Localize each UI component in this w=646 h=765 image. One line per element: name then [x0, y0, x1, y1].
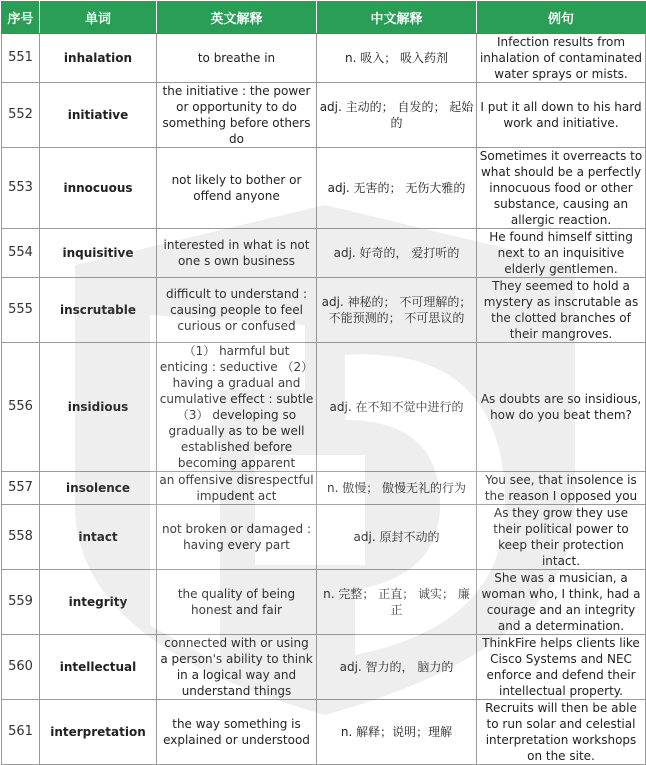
- row-example: Sometimes it overreacts to what should be a perfectly innocuous food or other substance, causing an allergic reaction.: [477, 148, 646, 229]
- row-chinese-definition: adj. 在不知不觉中进行的: [317, 343, 477, 472]
- row-index: 560: [2, 635, 40, 700]
- row-example: I put it all down to his hard work and initiative.: [477, 83, 646, 148]
- row-word: innocuous: [40, 148, 157, 229]
- row-index: 551: [2, 34, 40, 83]
- table-row: [2, 83, 646, 148]
- row-word: intact: [40, 505, 157, 570]
- row-index: 554: [2, 229, 40, 278]
- row-chinese-definition: n. 解释；说明；理解: [317, 700, 477, 765]
- row-word: inhalation: [40, 34, 157, 83]
- row-word: intellectual: [40, 635, 157, 700]
- row-example: As doubts are so insidious, how do you beat them?: [477, 343, 646, 472]
- header-word: 单词: [40, 2, 157, 34]
- vocabulary-table: [1, 1, 646, 765]
- row-word: integrity: [40, 570, 157, 635]
- row-example: She was a musician, a woman who, I think, had a courage and an integrity and a determination.: [477, 570, 646, 635]
- row-chinese-definition: n. 吸入； 吸入药剂: [317, 34, 477, 83]
- table-row: [2, 505, 646, 570]
- row-word: inscrutable: [40, 278, 157, 343]
- row-index: 559: [2, 570, 40, 635]
- header-index: 序号: [2, 2, 40, 34]
- row-english-definition: not likely to bother or offend anyone: [157, 148, 317, 229]
- row-word: initiative: [40, 83, 157, 148]
- header-row: [2, 2, 646, 34]
- table-header: [2, 2, 646, 34]
- table-row: [2, 700, 646, 765]
- row-chinese-definition: adj. 原封不动的: [317, 505, 477, 570]
- row-word: inquisitive: [40, 229, 157, 278]
- row-example: Recruits will then be able to run solar and celestial interpretation workshops on the site.: [477, 700, 646, 765]
- table-row: [2, 34, 646, 83]
- table-row: [2, 278, 646, 343]
- row-index: 553: [2, 148, 40, 229]
- row-example: You see, that insolence is the reason I opposed you: [477, 472, 646, 505]
- row-example: ThinkFire helps clients like Cisco Systems and NEC enforce and defend their intellectual property.: [477, 635, 646, 700]
- row-index: 555: [2, 278, 40, 343]
- table-row: [2, 472, 646, 505]
- row-chinese-definition: adj. 无害的； 无伤大雅的: [317, 148, 477, 229]
- header-chinese-definition: 中文解释: [317, 2, 477, 34]
- table-row: [2, 570, 646, 635]
- header-english-definition: 英文解释: [157, 2, 317, 34]
- row-word: insidious: [40, 343, 157, 472]
- row-english-definition: the way something is explained or understood: [157, 700, 317, 765]
- table-row: [2, 229, 646, 278]
- row-chinese-definition: n. 完整； 正直； 诚实； 廉正: [317, 570, 477, 635]
- row-example: They seemed to hold a mystery as inscrutable as the clotted branches of their mangroves.: [477, 278, 646, 343]
- row-chinese-definition: adj. 神秘的； 不可理解的； 不能预测的； 不可思议的: [317, 278, 477, 343]
- row-english-definition: the quality of being honest and fair: [157, 570, 317, 635]
- row-example: He found himself sitting next to an inquisitive elderly gentlemen.: [477, 229, 646, 278]
- header-example: 例句: [477, 2, 646, 34]
- row-index: 556: [2, 343, 40, 472]
- row-chinese-definition: adj. 好奇的， 爱打听的: [317, 229, 477, 278]
- row-index: 561: [2, 700, 40, 765]
- row-index: 558: [2, 505, 40, 570]
- row-example: As they grow they use their political power to keep their protection intact.: [477, 505, 646, 570]
- row-example: Infection results from inhalation of contaminated water sprays or mists.: [477, 34, 646, 83]
- row-english-definition: not broken or damaged : having every part: [157, 505, 317, 570]
- row-chinese-definition: adj. 智力的， 脑力的: [317, 635, 477, 700]
- row-english-definition: connected with or using a person's ability to think in a logical way and understand things: [157, 635, 317, 700]
- row-english-definition: difficult to understand : causing people to feel curious or confused: [157, 278, 317, 343]
- row-english-definition: （1） harmful but enticing : seductive （2） having a gradual and cumulative effect : subtle （3） developing so gradually as to be well established before becoming apparent: [157, 343, 317, 472]
- row-index: 557: [2, 472, 40, 505]
- row-word: interpretation: [40, 700, 157, 765]
- row-chinese-definition: n. 傲慢； 傲慢无礼的行为: [317, 472, 477, 505]
- table-row: [2, 635, 646, 700]
- table-row: [2, 148, 646, 229]
- row-english-definition: interested in what is not one s own business: [157, 229, 317, 278]
- row-index: 552: [2, 83, 40, 148]
- row-english-definition: the initiative : the power or opportunity to do something before others do: [157, 83, 317, 148]
- table-body: [2, 34, 646, 765]
- row-english-definition: to breathe in: [157, 34, 317, 83]
- row-english-definition: an offensive disrespectful impudent act: [157, 472, 317, 505]
- table-row: [2, 343, 646, 472]
- row-chinese-definition: adj. 主动的； 自发的； 起始的: [317, 83, 477, 148]
- row-word: insolence: [40, 472, 157, 505]
